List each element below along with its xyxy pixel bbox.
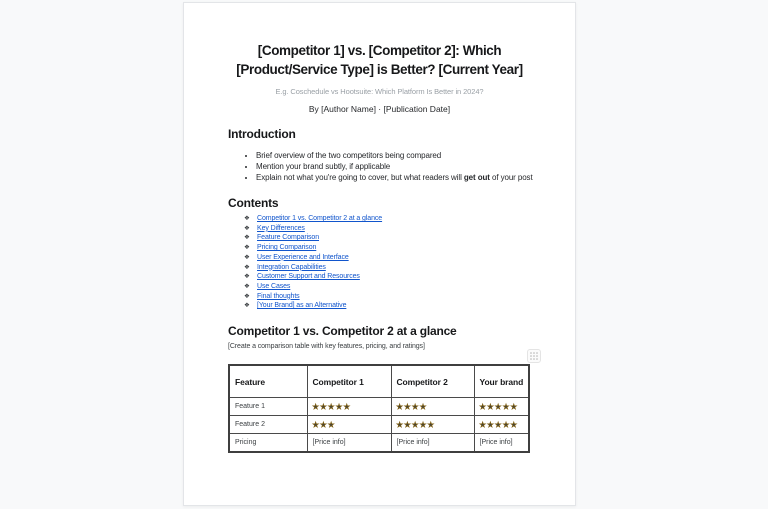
toc-link[interactable]: Integration Capabilities (257, 263, 326, 271)
star-rating: ★★★★★ (307, 398, 391, 416)
toc-item (244, 253, 544, 263)
table-header-row (229, 365, 529, 398)
diamond-bullet-icon: ❖ (244, 282, 250, 290)
row-label: Feature 1 (229, 398, 307, 416)
toc-link[interactable]: User Experience and Interface (257, 253, 349, 261)
list-item (256, 161, 556, 172)
price-cell: [Price info] (307, 434, 391, 453)
table-row (229, 398, 529, 416)
diamond-bullet-icon: ❖ (244, 292, 250, 300)
price-cell: [Price info] (391, 434, 474, 453)
star-rating: ★★★★ (391, 398, 474, 416)
price-cell: [Price info] (474, 434, 529, 453)
toc-item (244, 243, 544, 253)
article-title (184, 41, 575, 79)
toc-item (244, 301, 544, 311)
column-header-competitor-1: Competitor 1 (307, 365, 391, 398)
diamond-bullet-icon: ❖ (244, 273, 250, 281)
drag-handle-dots (530, 352, 538, 360)
comparison-table (228, 364, 530, 453)
row-label: Feature 2 (229, 416, 307, 434)
toc-link[interactable]: Pricing Comparison (257, 244, 317, 252)
column-header-competitor-2: Competitor 2 (391, 365, 474, 398)
star-rating: ★★★★★ (391, 416, 474, 434)
column-header-your-brand: Your brand (474, 365, 529, 398)
bullet-text-bold: get out (463, 173, 490, 182)
toc-link[interactable]: Customer Support and Resources (257, 273, 360, 281)
table-row (229, 416, 529, 434)
diamond-bullet-icon: ❖ (244, 263, 250, 271)
toc-item (244, 214, 544, 224)
toc-link[interactable]: Key Differences (257, 224, 305, 232)
toc-item (244, 282, 544, 292)
diamond-bullet-icon: ❖ (244, 215, 250, 222)
glance-heading: Competitor 1 vs. Competitor 2 at a glance (228, 324, 457, 338)
star-rating: ★★★★★ (474, 398, 529, 416)
introduction-list (244, 150, 556, 183)
list-item (256, 150, 556, 161)
title-line-1: [Competitor 1] vs. [Competitor 2]: Which (257, 43, 502, 58)
toc-link[interactable]: [Your Brand] as an Alternative (257, 302, 347, 310)
toc-item (244, 224, 544, 234)
diamond-bullet-icon: ❖ (244, 253, 250, 261)
article-byline: By [Author Name] · [Publication Date] (308, 104, 451, 114)
title-line-2: [Product/Service Type] is Better? [Current Year] (236, 62, 523, 77)
toc-link[interactable]: Feature Comparison (257, 234, 320, 242)
diamond-bullet-icon: ❖ (244, 244, 250, 252)
row-label: Pricing (229, 434, 307, 453)
drag-handle-icon[interactable] (527, 349, 541, 363)
toc-link[interactable]: Competitor 1 vs. Competitor 2 at a glance (257, 215, 383, 222)
toc-link[interactable]: Use Cases (257, 282, 291, 290)
star-rating: ★★★ (307, 416, 391, 434)
bullet-text: Mention your brand subtly, if applicable (256, 162, 391, 171)
diamond-bullet-icon: ❖ (244, 302, 250, 310)
diamond-bullet-icon: ❖ (244, 234, 250, 242)
introduction-heading: Introduction (228, 127, 296, 141)
toc-item (244, 263, 544, 273)
bullet-text: Brief overview of the two competitors being compared (256, 151, 442, 160)
article-subtitle: E.g. Coschedule vs Hootsuite: Which Platform Is Better in 2024? (275, 87, 484, 96)
diamond-bullet-icon: ❖ (244, 224, 250, 232)
glance-note: [Create a comparison table with key features, pricing, and ratings] (228, 343, 425, 350)
list-item (256, 172, 556, 183)
toc-item (244, 292, 544, 302)
toc-item (244, 233, 544, 243)
table-of-contents (244, 214, 544, 311)
toc-item (244, 272, 544, 282)
table-row (229, 434, 529, 453)
bullet-text: of your post (489, 173, 533, 182)
star-rating: ★★★★★ (474, 416, 529, 434)
contents-heading: Contents (228, 196, 279, 210)
column-header-feature: Feature (229, 365, 307, 398)
bullet-text: Explain not what you're going to cover, but what readers will (256, 173, 464, 182)
toc-link[interactable]: Final thoughts (257, 292, 300, 300)
document-page (183, 2, 576, 506)
